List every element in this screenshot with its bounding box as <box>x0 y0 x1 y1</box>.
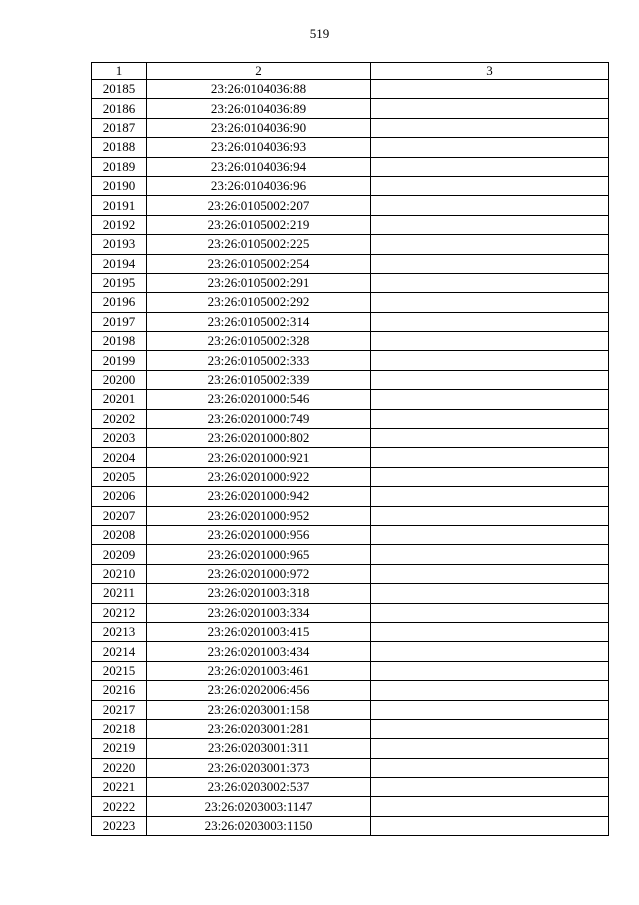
note-cell <box>371 118 609 137</box>
table-row <box>92 622 609 641</box>
row-number-cell: 20188 <box>92 138 147 157</box>
cadastral-number-cell: 23:26:0203003:1150 <box>147 816 371 835</box>
row-number-cell: 20192 <box>92 215 147 234</box>
note-cell <box>371 545 609 564</box>
note-cell <box>371 467 609 486</box>
table-row <box>92 758 609 777</box>
table-row <box>92 138 609 157</box>
cadastral-number-cell: 23:26:0201000:922 <box>147 467 371 486</box>
cadastral-number-cell: 23:26:0203001:373 <box>147 758 371 777</box>
cadastral-number-cell: 23:26:0203001:158 <box>147 700 371 719</box>
table-row <box>92 467 609 486</box>
cadastral-number-cell: 23:26:0201003:334 <box>147 603 371 622</box>
note-cell <box>371 758 609 777</box>
note-cell <box>371 719 609 738</box>
table-row <box>92 196 609 215</box>
row-number-cell: 20213 <box>92 622 147 641</box>
cadastral-number-cell: 23:26:0201000:972 <box>147 564 371 583</box>
row-number-cell: 20204 <box>92 448 147 467</box>
table-row <box>92 681 609 700</box>
note-cell <box>371 564 609 583</box>
table-row <box>92 448 609 467</box>
table-row <box>92 564 609 583</box>
table-row <box>92 429 609 448</box>
table-row <box>92 719 609 738</box>
note-cell <box>371 603 609 622</box>
row-number-cell: 20220 <box>92 758 147 777</box>
table-row <box>92 661 609 680</box>
row-number-cell: 20189 <box>92 157 147 176</box>
note-cell <box>371 739 609 758</box>
note-cell <box>371 196 609 215</box>
cadastral-number-cell: 23:26:0202006:456 <box>147 681 371 700</box>
row-number-cell: 20214 <box>92 642 147 661</box>
row-number-cell: 20187 <box>92 118 147 137</box>
row-number-cell: 20200 <box>92 370 147 389</box>
note-cell <box>371 622 609 641</box>
cadastral-number-cell: 23:26:0104036:93 <box>147 138 371 157</box>
cadastral-number-cell: 23:26:0105002:292 <box>147 293 371 312</box>
note-cell <box>371 138 609 157</box>
table-row <box>92 390 609 409</box>
row-number-cell: 20218 <box>92 719 147 738</box>
row-number-cell: 20199 <box>92 351 147 370</box>
column-header-2: 2 <box>147 63 371 80</box>
note-cell <box>371 778 609 797</box>
note-cell <box>371 429 609 448</box>
table-row <box>92 642 609 661</box>
page-number: 519 <box>309 26 330 41</box>
row-number-cell: 20219 <box>92 739 147 758</box>
table-row <box>92 235 609 254</box>
table-body <box>92 80 609 836</box>
cadastral-number-cell: 23:26:0201000:749 <box>147 409 371 428</box>
row-number-cell: 20193 <box>92 235 147 254</box>
table-row <box>92 778 609 797</box>
cadastral-number-cell: 23:26:0201000:546 <box>147 390 371 409</box>
cadastral-number-cell: 23:26:0203001:281 <box>147 719 371 738</box>
note-cell <box>371 661 609 680</box>
cadastral-number-cell: 23:26:0201000:942 <box>147 487 371 506</box>
note-cell <box>371 80 609 99</box>
cadastral-number-cell: 23:26:0201003:415 <box>147 622 371 641</box>
cadastral-number-cell: 23:26:0104036:94 <box>147 157 371 176</box>
row-number-cell: 20201 <box>92 390 147 409</box>
table-row <box>92 293 609 312</box>
row-number-cell: 20211 <box>92 584 147 603</box>
table-row <box>92 525 609 544</box>
table-row <box>92 215 609 234</box>
note-cell <box>371 157 609 176</box>
note-cell <box>371 215 609 234</box>
cadastral-number-cell: 23:26:0203003:1147 <box>147 797 371 816</box>
table-row <box>92 99 609 118</box>
header-row <box>92 63 609 80</box>
table-row <box>92 312 609 331</box>
note-cell <box>371 816 609 835</box>
note-cell <box>371 332 609 351</box>
cadastral-number-cell: 23:26:0104036:89 <box>147 99 371 118</box>
row-number-cell: 20197 <box>92 312 147 331</box>
row-number-cell: 20222 <box>92 797 147 816</box>
cadastral-number-cell: 23:26:0201003:461 <box>147 661 371 680</box>
table-row <box>92 584 609 603</box>
note-cell <box>371 642 609 661</box>
row-number-cell: 20194 <box>92 254 147 273</box>
cadastral-number-cell: 23:26:0105002:254 <box>147 254 371 273</box>
row-number-cell: 20190 <box>92 176 147 195</box>
table-row <box>92 816 609 835</box>
note-cell <box>371 235 609 254</box>
cadastral-number-cell: 23:26:0201000:956 <box>147 525 371 544</box>
row-number-cell: 20217 <box>92 700 147 719</box>
note-cell <box>371 681 609 700</box>
note-cell <box>371 293 609 312</box>
cadastral-number-cell: 23:26:0201000:952 <box>147 506 371 525</box>
row-number-cell: 20191 <box>92 196 147 215</box>
table-row <box>92 370 609 389</box>
cadastral-number-cell: 23:26:0203001:311 <box>147 739 371 758</box>
cadastral-number-cell: 23:26:0201000:802 <box>147 429 371 448</box>
cadastral-number-cell: 23:26:0105002:225 <box>147 235 371 254</box>
table-row <box>92 176 609 195</box>
note-cell <box>371 448 609 467</box>
note-cell <box>371 409 609 428</box>
table-row <box>92 409 609 428</box>
cadastral-number-cell: 23:26:0105002:328 <box>147 332 371 351</box>
table-row <box>92 254 609 273</box>
note-cell <box>371 176 609 195</box>
table-row <box>92 700 609 719</box>
note-cell <box>371 797 609 816</box>
note-cell <box>371 312 609 331</box>
cadastral-number-cell: 23:26:0104036:88 <box>147 80 371 99</box>
row-number-cell: 20196 <box>92 293 147 312</box>
note-cell <box>371 525 609 544</box>
cadastral-number-cell: 23:26:0201003:318 <box>147 584 371 603</box>
row-number-cell: 20212 <box>92 603 147 622</box>
row-number-cell: 20207 <box>92 506 147 525</box>
row-number-cell: 20216 <box>92 681 147 700</box>
row-number-cell: 20195 <box>92 273 147 292</box>
cadastral-number-cell: 23:26:0203002:537 <box>147 778 371 797</box>
row-number-cell: 20202 <box>92 409 147 428</box>
table-row <box>92 739 609 758</box>
cadastral-number-cell: 23:26:0105002:333 <box>147 351 371 370</box>
registry-table <box>91 62 609 836</box>
table-row <box>92 332 609 351</box>
note-cell <box>371 506 609 525</box>
table-row <box>92 273 609 292</box>
cadastral-number-cell: 23:26:0105002:219 <box>147 215 371 234</box>
note-cell <box>371 99 609 118</box>
column-header-1: 1 <box>92 63 147 80</box>
table-row <box>92 603 609 622</box>
row-number-cell: 20203 <box>92 429 147 448</box>
table-row <box>92 487 609 506</box>
note-cell <box>371 351 609 370</box>
cadastral-number-cell: 23:26:0201003:434 <box>147 642 371 661</box>
cadastral-number-cell: 23:26:0201000:965 <box>147 545 371 564</box>
cadastral-number-cell: 23:26:0201000:921 <box>147 448 371 467</box>
cadastral-number-cell: 23:26:0105002:314 <box>147 312 371 331</box>
note-cell <box>371 390 609 409</box>
table-row <box>92 506 609 525</box>
cadastral-number-cell: 23:26:0105002:339 <box>147 370 371 389</box>
table-row <box>92 797 609 816</box>
table-row <box>92 157 609 176</box>
note-cell <box>371 254 609 273</box>
column-header-3: 3 <box>371 63 609 80</box>
row-number-cell: 20221 <box>92 778 147 797</box>
cadastral-number-cell: 23:26:0104036:96 <box>147 176 371 195</box>
row-number-cell: 20209 <box>92 545 147 564</box>
note-cell <box>371 584 609 603</box>
table-row <box>92 545 609 564</box>
note-cell <box>371 487 609 506</box>
table-row <box>92 80 609 99</box>
row-number-cell: 20223 <box>92 816 147 835</box>
row-number-cell: 20205 <box>92 467 147 486</box>
row-number-cell: 20215 <box>92 661 147 680</box>
table-row <box>92 118 609 137</box>
note-cell <box>371 370 609 389</box>
cadastral-number-cell: 23:26:0104036:90 <box>147 118 371 137</box>
cadastral-number-cell: 23:26:0105002:291 <box>147 273 371 292</box>
row-number-cell: 20208 <box>92 525 147 544</box>
cadastral-number-cell: 23:26:0105002:207 <box>147 196 371 215</box>
row-number-cell: 20198 <box>92 332 147 351</box>
row-number-cell: 20186 <box>92 99 147 118</box>
row-number-cell: 20185 <box>92 80 147 99</box>
note-cell <box>371 273 609 292</box>
note-cell <box>371 700 609 719</box>
row-number-cell: 20206 <box>92 487 147 506</box>
table-row <box>92 351 609 370</box>
row-number-cell: 20210 <box>92 564 147 583</box>
